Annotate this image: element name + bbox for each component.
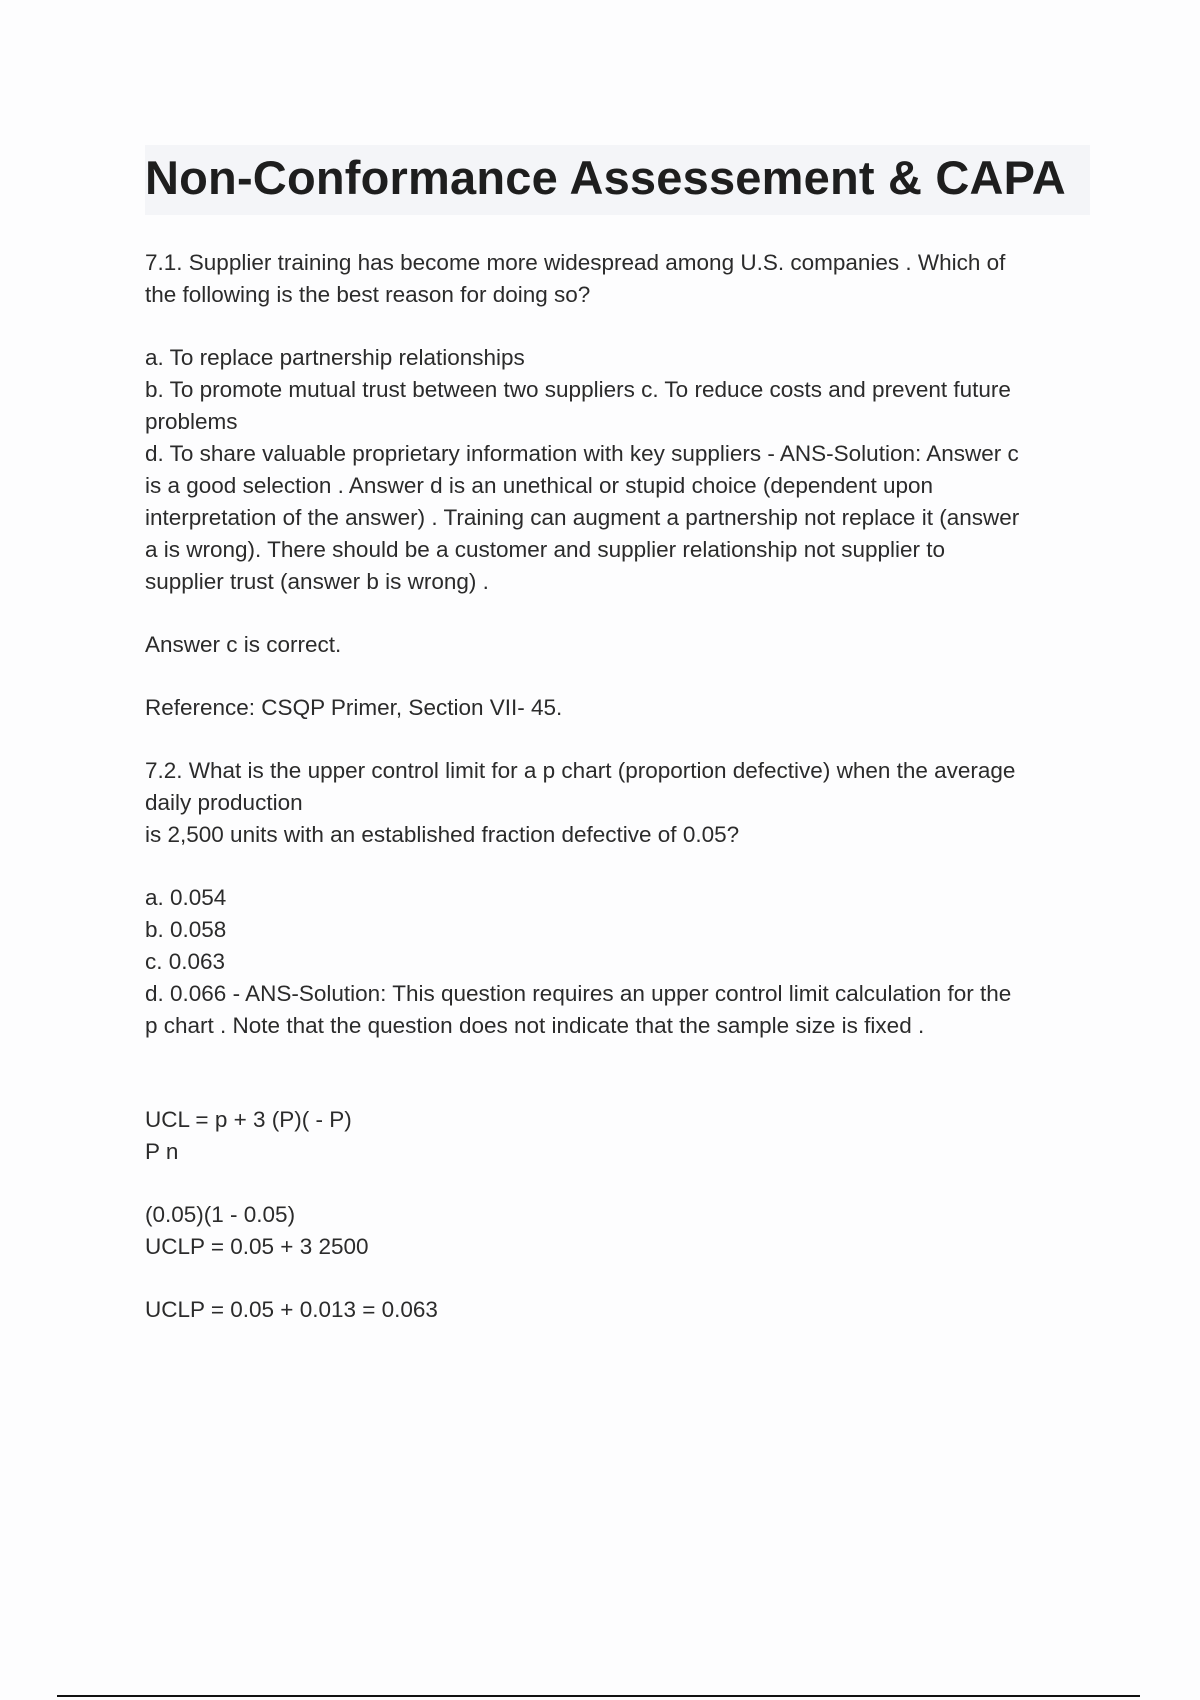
reference: Reference: CSQP Primer, Section VII- 45. xyxy=(145,695,563,720)
question-line: daily production xyxy=(145,790,303,815)
result-line: UCLP = 0.05 + 0.013 = 0.063 xyxy=(145,1297,438,1322)
page-title: Non-Conformance Assessement & CAPA xyxy=(145,151,1066,204)
answer-line: b. 0.058 xyxy=(145,917,227,942)
answer-line: d. 0.066 - ANS-Solution: This question requires an upper control limit calculation for the xyxy=(145,981,1012,1006)
formula-line: UCL = p + 3 (P)( - P) xyxy=(145,1107,352,1132)
answer-line: interpretation of the answer) . Training can augment a partnership not replace it (answer xyxy=(145,505,1020,530)
answer-line: b. To promote mutual trust between two suppliers c. To reduce costs and prevent future xyxy=(145,377,1011,402)
answer-line: a. 0.054 xyxy=(145,885,227,910)
correct-answer: Answer c is correct. xyxy=(145,632,342,657)
calc-line: UCLP = 0.05 + 3 2500 xyxy=(145,1234,369,1259)
answer-line: a is wrong). There should be a customer and supplier relationship not supplier to xyxy=(145,537,946,562)
answer-line: is a good selection . Answer d is an unethical or stupid choice (dependent upon xyxy=(145,473,934,498)
question-line: is 2,500 units with an established fraction defective of 0.05? xyxy=(145,822,740,847)
footer-rule xyxy=(57,1695,1140,1697)
title-band xyxy=(145,145,1090,215)
formula-line: P n xyxy=(145,1139,179,1164)
calc-line: (0.05)(1 - 0.05) xyxy=(145,1202,296,1227)
question-line: 7.2. What is the upper control limit for a p chart (proportion defective) when the average xyxy=(145,758,1016,783)
question-line: the following is the best reason for doing so? xyxy=(145,282,591,307)
answer-line: c. 0.063 xyxy=(145,949,226,974)
question-7-1 xyxy=(145,247,1085,724)
document-page xyxy=(145,145,1085,1326)
question-line: 7.1. Supplier training has become more widespread among U.S. companies . Which of xyxy=(145,250,1006,275)
question-7-2 xyxy=(145,755,1085,1326)
answer-line: problems xyxy=(145,409,238,434)
answer-line: a. To replace partnership relationships xyxy=(145,345,525,370)
answer-line: supplier trust (answer b is wrong) . xyxy=(145,569,489,594)
answer-line: d. To share valuable proprietary information with key suppliers - ANS-Solution: Answer c xyxy=(145,441,1019,466)
answer-line: p chart . Note that the question does not indicate that the sample size is fixed . xyxy=(145,1013,925,1038)
